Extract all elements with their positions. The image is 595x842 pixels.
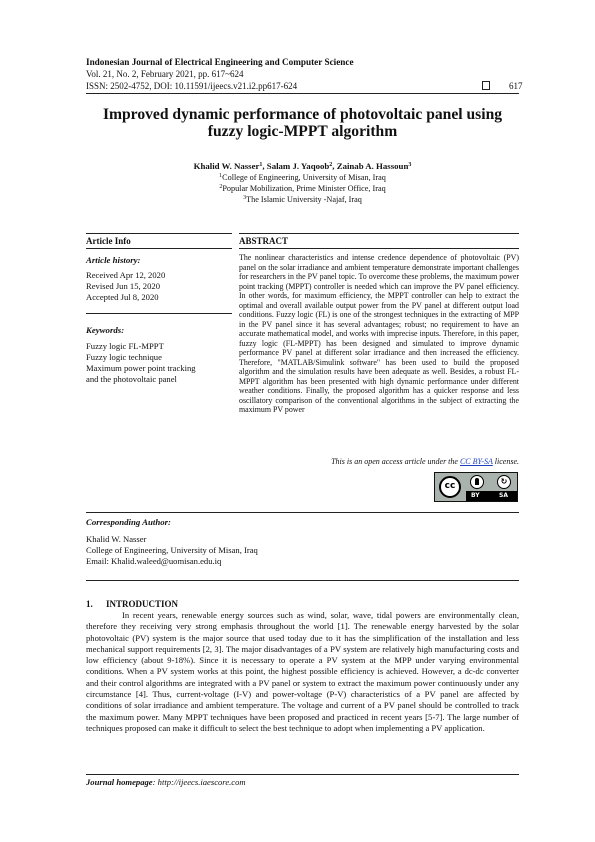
footer-rule [86, 774, 519, 775]
cc-by-sa-logo-icon[interactable] [434, 472, 518, 502]
info-top-rule [86, 233, 232, 234]
volume-line: Vol. 21, No. 2, February 2021, pp. 617~624 [86, 69, 244, 79]
abstract-top-rule [239, 233, 519, 234]
page-number: 617 [509, 81, 523, 91]
article-info-label: Article Info [86, 236, 131, 246]
history-heading: Article history: [86, 255, 141, 265]
introduction-text: In recent years, renewable energy sources such as wind, solar, wave, tidal powers are environmentally clean, therefore they receiving very strong emphasis throughout the world [1]. The renewable energy harvested by the solar photovoltaic (PV) system is the major source that used today due to it has the simplification of the installation and less mechanical support requirements [2, 3]. The major disadvantages of a PV system are relatively high manufacturing costs and low efficiency (about 9-18%). Since it is necessary to operate a PV system at the MPP under varying environmental conditions. When a PV system works at this point, the highest possible efficiency is achieved. However, a dc-dc converter and their control algorithms are integrated with a PV panel or system to extract the maximum power continuously under any circumstance [4]. Thus, current-voltage (I-V) and power-voltage (P-V) characteristics of a PV panel are affected by conditions of solar irradiance and ambient temperature. The voltage and current of a PV panel should be controlled to track the maximum power. Many MPPT techniques have been proposed and practiced in recent years [5-7]. The large number of techniques proposed can make it difficult to select the best technique to adopt when implementing a PV application. [86, 610, 519, 733]
keywords-list [86, 341, 196, 385]
corresponding-name: Khalid W. Nasser [86, 534, 147, 544]
affiliation-text: The Islamic University -Najaf, Iraq [246, 195, 362, 204]
cc-sa-text: SA [499, 492, 508, 499]
keyword-item: and the photovoltaic panel [86, 374, 177, 384]
homepage-sep: : [152, 777, 158, 787]
corresponding-bottom-rule [86, 580, 519, 581]
affiliation-text: College of Engineering, University of Misan, Iraq [222, 173, 386, 182]
journal-name: Indonesian Journal of Electrical Engineering and Computer Science [86, 57, 354, 67]
received-date: Received Apr 12, 2020 [86, 270, 166, 280]
keywords-heading: Keywords: [86, 325, 125, 335]
info-rule [86, 248, 232, 249]
cc-by-text: BY [471, 492, 480, 499]
license-link[interactable]: CC BY-SA [459, 457, 493, 466]
revised-date: Revised Jun 15, 2020 [86, 281, 160, 291]
author-name: Salam J. Yaqoob [266, 161, 330, 171]
title-line-1: Improved dynamic performance of photovoltaic panel using [102, 106, 503, 123]
section-title: INTRODUCTION [106, 599, 179, 609]
title-line-2: fuzzy logic-MPPT algorithm [207, 123, 398, 140]
attribution-person-icon [470, 475, 484, 489]
history-list [86, 270, 165, 303]
abstract-label: ABSTRACT [239, 236, 289, 246]
keyword-item: Maximum power point tracking [86, 363, 196, 373]
corresponding-affiliation: College of Engineering, University of Misan, Iraq [86, 545, 258, 556]
affiliation [86, 173, 519, 182]
abstract-rule [239, 248, 519, 249]
affiliation-sup: 1 [219, 173, 223, 179]
author-name: Zainab A. Hassoun [336, 161, 409, 171]
corresponding-rule [86, 512, 519, 513]
paper-title [86, 106, 519, 140]
journal-homepage [86, 777, 246, 787]
affiliation [86, 184, 519, 193]
page-box-icon [482, 81, 490, 90]
affiliation-sup: 3 [243, 195, 247, 201]
section-number: 1. [86, 599, 93, 609]
homepage-label: Journal homepage [86, 777, 153, 787]
info-divider [86, 313, 232, 314]
open-access-suffix: license. [492, 457, 519, 466]
cc-icon: cc [439, 476, 461, 498]
issn-doi-line: ISSN: 2502-4752, DOI: 10.11591/ijeecs.v21.i2.pp617-624 [86, 81, 298, 91]
author-sup: 2 [329, 162, 333, 168]
open-access-prefix: This is an open access article under the [331, 457, 460, 466]
affiliation-sup: 2 [219, 184, 223, 190]
keyword-item: Fuzzy logic FL-MPPT [86, 341, 164, 351]
homepage-url[interactable]: http://ijeecs.iaescore.com [157, 777, 246, 787]
header-rule [86, 93, 519, 94]
author-sup: 1 [259, 162, 263, 168]
corresponding-block [86, 534, 258, 568]
affiliation [86, 195, 519, 204]
accepted-date: Accepted Jul 8, 2020 [86, 292, 159, 302]
author-list: Khalid W. Nasser$^1$, Salam J. Yaqoob$^2$, Zainab A. Hassoun$^3$ [193, 161, 412, 171]
affiliation-text: Popular Mobilization, Prime Minister Office, Iraq [222, 184, 386, 193]
share-alike-icon: ↻ [497, 475, 511, 489]
author-sup: 3 [408, 162, 412, 168]
author-name: Khalid W. Nasser [193, 161, 260, 171]
abstract-text: The nonlinear characteristics and intense credence dependence of photovoltaic (PV) panel on the solar irradiance and ambient temperature demonstrate important challenges for researchers in the PV panel topic. To overcome these problems, the maximum power point tracking (MPPT) controller is needed which can improve the PV panel efficiency. In other words, for maximum efficiency, the MPPT controller can help to extract the optimal and overall available output power from the PV panel at different output load conditions. Fuzzy logic (FL) is one of the strongest techniques in the extracting of MPP in the PV panel since it has several advantages; robust; no requirement to have an accurate mathematical model, and works with imprecise inputs. Therefore, in this paper, fuzzy logic (FL-MPPT) has been designed and simulated to improve dynamic performance PV panel at different solar irradiance and then increased the efficiency. Therefore, "MATLAB/Simulink software" has been used to build the proposed algorithm and the simulation results have been adequate as well. Besides, a robust FL-MPPT algorithm has been presented with high dynamic performance under different weather conditions. Finally, the proposed algorithm has a quicker response and less oscillatory comparison of the conventional algorithms in the subject of extracting the maximum PV power [239, 253, 519, 415]
keyword-item: Fuzzy logic technique [86, 352, 162, 362]
corresponding-email: Email: Khalid.waleed@uomisan.edu.iq [86, 556, 222, 567]
section-heading [86, 599, 178, 609]
open-access-note [239, 457, 519, 466]
corresponding-heading: Corresponding Author: [86, 517, 171, 527]
